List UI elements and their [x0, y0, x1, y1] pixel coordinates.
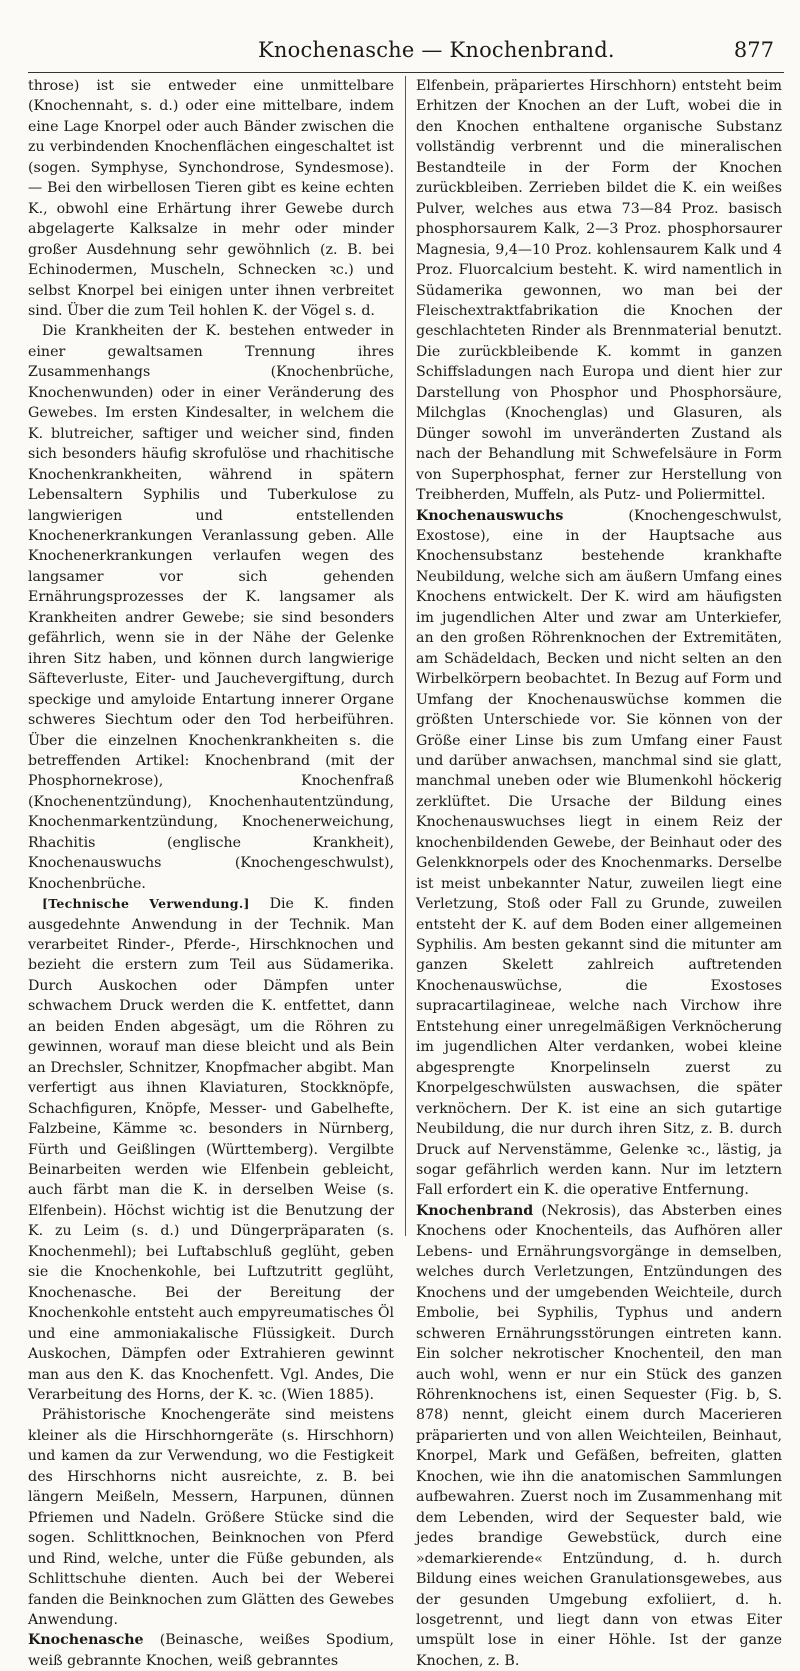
page-number: 877 [733, 38, 774, 62]
paragraph [416, 506, 782, 1201]
text-columns [28, 76, 784, 1669]
paragraph-text: throse) ist sie entweder eine unmittelbare (Knochennaht, s. d.) oder eine mittelbare, indem eine Lage Knorpel oder auch Bänder zwischen die zu verbindenden Knochenflächen eingeschaltet ist (sogen. Symphyse, Synchondrose, Syndesmose). — Bei den wirbellosen Tieren gibt es keine echten K., obwohl eine Erhärtung ihrer Gewebe durch abgelagerte Kalksalze in mehr oder minder großer Ausdehnung sehr gewöhnlich (z. B. bei Echinodermen, Muscheln, Schnecken ꝛc.) und selbst Knorpel bei einigen unter ihnen verbreitet sind. Über die zum Teil hohlen K. der Vögel s. d. [28, 78, 394, 319]
entry-headword: [Technische Verwendung.] [42, 896, 250, 912]
paragraph-text: (Knochengeschwulst, Exostose), eine in der Hauptsache aus Knochensubstanz bestehende krankhafte Neubildung, welche sich am äußern Umfang eines Knochens entwickelt. Der K. wird am häufigsten im jugendlichen Alter und zwar am Unterkiefer, an den großen Röhrenknochen der Extremitäten, am Schädeldach, Becken und nicht selten an den Wirbelkörpern beobachtet. In Bezug auf Form und Umfang der Knochenauswüchse kommen die größten Unterschiede vor. Sie können von der Größe einer Linse bis zum Umfang einer Faust und darüber anwachsen, manchmal sind sie glatt, manchmal uneben oder wie Blumenkohl höckerig zerklüftet. Die Ursache der Bildung eines Knochenauswuchses liegt in einem Reiz der knochenbildenden Gewebe, der Beinhaut oder des Gelenkknorpels oder des Knochenmarks. Derselbe ist meist unbekannter Natur, zuweilen liegt eine Verletzung, Stoß oder Fall zu Grunde, zuweilen entsteht der K. auf dem Boden einer allgemeinen Syphilis. Am besten gekannt sind die mitunter am ganzen Skelett zahlreich auftretenden Knochenauswüchse, die Exostoses supracartilagineae, welche nach Virchow ihre Entstehung einer unregelmäßigen Verknöcherung im jugendlichen Alter verdanken, wobei kleine abgesprengte Knorpelinseln zuerst zu Knorpelgeschwülsten auswachsen, die später verknöchern. Der K. ist eine an sich gutartige Neubildung, die nur durch ihren Sitz, z. B. durch Druck auf Nervenstämme, Gelenke ꝛc., lästig, ja sogar gefährlich werden kann. Nur im letztern Fall erfordert ein K. die operative Entfernung. [416, 507, 782, 1199]
entry-headword: Knochenasche [28, 1632, 144, 1649]
paragraph-text: Elfenbein, präpariertes Hirschhorn) entsteht beim Erhitzen der Knochen an der Luft, wobei die in den Knochen enthaltene organische Substanz vollständig verbrennt und die mineralischen Bestandteile in der Form der Knochen zurückbleiben. Zerrieben bildet die K. ein weißes Pulver, welches aus etwa 73—84 Proz. basisch phosphorsaurem Kalk, 2—3 Proz. phosphorsaurer Magnesia, 9,4—10 Proz. kohlensaurem Kalk und 4 Proz. Fluorcalcium besteht. K. wird namentlich in Südamerika gewonnen, wo man bei der Fleischextraktfabrikation die Knochen der geschlachteten Rinder als Brennmaterial benutzt. Die zurückbleibende K. kommt in ganzen Schiffsladungen nach Europa und dient hier zur Darstellung von Phosphor und Phosphorsäure, Milchglas (Knochenglas) und Glasuren, als Dünger sowohl im unveränderten Zustand als nach der Behandlung mit Schwefelsäure in Form von Superphosphat, ferner zur Herstellung von Treibherden, Muffeln, als Putz- und Poliermittel. [416, 78, 782, 504]
column-divider [405, 76, 406, 1236]
left-column [28, 76, 394, 1671]
paragraph-text: (Nekrosis), das Absterben eines Knochens oder Knochenteils, das Aufhören aller Lebens- und Ernährungsvorgänge in demselben, welches durch Verletzungen, Entzündungen des Knochens und der umgebenden Weichteile, durch Embolie, bei Syphilis, Typhus und andern schweren Ernährungsstörungen eintreten kann. Ein solcher nekrotischer Knochenteil, den man auch wohl, wenn er nur ein Stück des ganzen Röhrenknochens ist, einen Sequester (Fig. b, S. 878) nennt, gleicht einem durch Macerieren präparierten und von allen Weichteilen, Beinhaut, Knorpel, Mark und Gefäßen, befreiten, glatten Knochen, wie ihn die anatomischen Sammlungen aufbewahren. Zuerst noch im Zusammenhang mit dem Lebenden, wird der Sequester bald, wie jedes brandige Gewebstück, durch eine »demarkierende« Entzündung, d. h. durch Bildung eines weichen Granulationsgewebes, aus der gesunden Umgebung exfoliiert, d. h. losgetrennt, und liegt dann von etwas Eiter umspült lose in einer Höhle. Ist der ganze Knochen, z. B. [416, 1202, 782, 1669]
paragraph [416, 76, 782, 506]
entry-headword: Knochenauswuchs [416, 507, 564, 524]
paragraph [416, 1201, 782, 1671]
paragraph [28, 1405, 394, 1630]
entry-headword: Knochenbrand [416, 1202, 534, 1219]
paragraph-text: (Beinasche, weißes Spodium, weiß gebrannte Knochen, weiß gebranntes [28, 1632, 394, 1669]
paragraph [28, 894, 394, 1405]
dictionary-page [28, 34, 784, 1669]
paragraph-text: Die Krankheiten der K. bestehen entweder in einer gewaltsamen Trennung ihres Zusammenhangs (Knochenbrüche, Knochenwunden) oder in einer Veränderung des Gewebes. Im ersten Kindesalter, in welchem die K. blutreicher, saftiger und weicher sind, finden sich besonders häufig skrofulöse und rhachitische Knochenkrankheiten, während in spätern Lebensaltern Syphilis und Tuberkulose zu langwierigen und entstellenden Knochenerkrankungen Veranlassung geben. Alle Knochenerkrankungen verlaufen wegen des langsamer vor sich gehenden Ernährungsprozesses der K. langsamer als Krankheiten andrer Gewebe; sie sind besonders gefährlich, wenn sie in der Nähe der Gelenke ihren Sitz haben, und können durch langwierige Säfteverluste, Eiter- und Jauchevergiftung, durch speckige und amyloide Entartung innerer Organe schweres Siechtum oder den Tod herbeiführen. Über die einzelnen Knochenkrankheiten s. die betreffenden Artikel: Knochenbrand (mit der Phosphornekrose), Knochenfraß (Knochenentzündung), Knochenhautentzündung, Knochenmarkentzündung, Knochenerweichung, Rhachitis (englische Krankheit), Knochenauswuchs (Knochengeschwulst), Knochenbrüche. [28, 323, 394, 892]
right-column [416, 76, 782, 1671]
running-title: Knochenasche — Knochenbrand. [258, 38, 615, 62]
page-header [28, 34, 784, 73]
paragraph [28, 1630, 394, 1671]
paragraph-text: Die K. finden ausgedehnte Anwendung in der Technik. Man verarbeitet Rinder-, Pferde-, Hirschknochen und bezieht die erstern zum Teil aus Südamerika. Durch Auskochen oder Dämpfen unter schwachem Druck werden die K. entfettet, dann an beiden Enden abgesägt, um die Röhren zu gewinnen, worauf man diese bleicht und als Bein an Drechsler, Schnitzer, Knopfmacher abgibt. Man verfertigt aus ihnen Klaviaturen, Stockknöpfe, Schachfiguren, Knöpfe, Messer- und Gabelhefte, Falzbeine, Kämme ꝛc. besonders in Nürnberg, Fürth und Geißlingen (Württemberg). Vergilbte Beinarbeiten werden wie Elfenbein gebleicht, auch färbt man die K. in derselben Weise (s. Elfenbein). Höchst wichtig ist die Benutzung der K. zu Leim (s. d.) und Düngerpräparaten (s. Knochenmehl); bei Luftabschluß geglüht, geben sie die Knochenkohle, bei Luftzutritt geglüht, Knochenasche. Bei der Bereitung der Knochenkohle entsteht auch empyreumatisches Öl und eine ammoniakalische Flüssigkeit. Durch Auskochen, Dämpfen oder Extrahieren gewinnt man aus den K. das Knochenfett. Vgl. Andes, Die Verarbeitung des Horns, der K. ꝛc. (Wien 1885). [28, 896, 394, 1403]
paragraph [28, 76, 394, 321]
paragraph [28, 321, 394, 894]
paragraph-text: Prähistorische Knochengeräte sind meistens kleiner als die Hirschhorngeräte (s. Hirschhorn) und kamen da zur Verwendung, wo die Festigkeit des Hirschhorns nicht ausreichte, z. B. bei längern Meißeln, Messern, Harpunen, dünnen Pfriemen und Nadeln. Größere Stücke sind die sogen. Schlittknochen, Beinknochen von Pferd und Rind, welche, unter die Füße gebunden, als Schlittschuhe dienten. Auch bei der Weberei fanden die Beinknochen zum Glätten des Gewebes Anwendung. [28, 1407, 394, 1628]
